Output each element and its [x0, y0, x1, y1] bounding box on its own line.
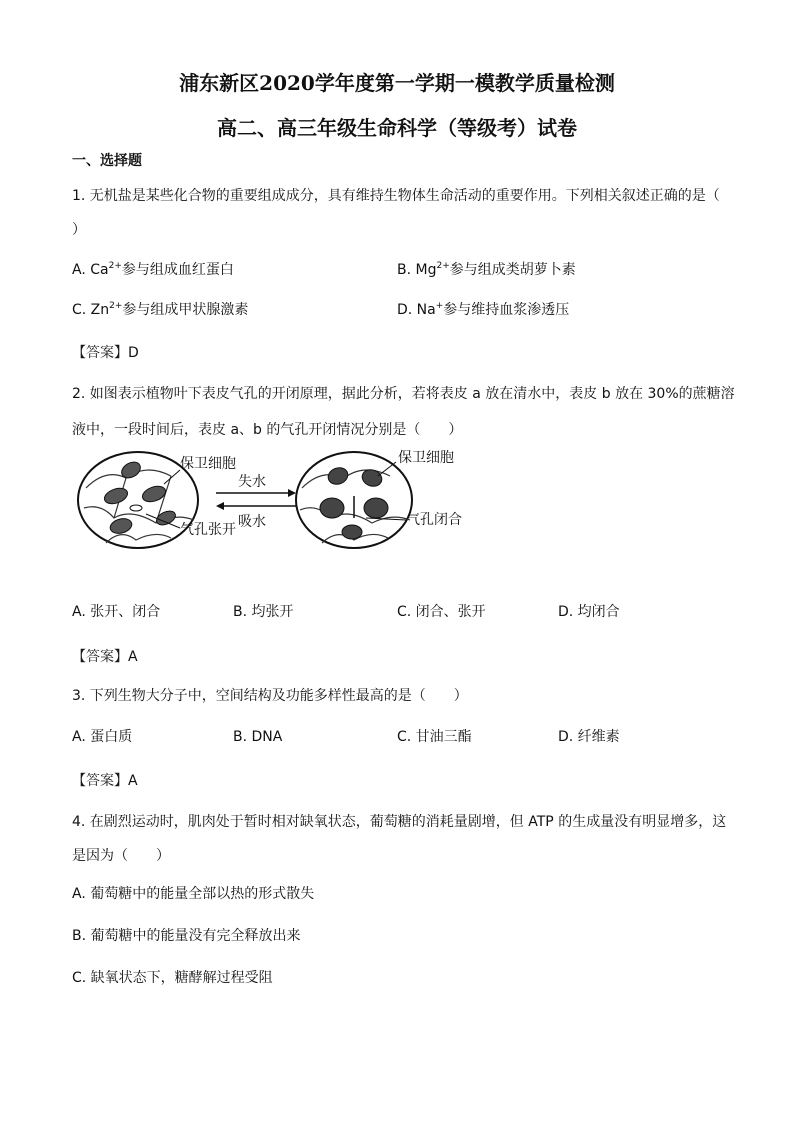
- closed-stoma-illustration: [296, 450, 462, 548]
- q2-stem-line1: 2. 如图表示植物叶下表皮气孔的开闭原理，据此分析，若将表皮 a 放在清水中，表皮 b 放在 30%的蔗糖溶: [72, 386, 735, 402]
- open-stoma-illustration: [78, 452, 236, 548]
- q2-option-c: C. 闭合、张开: [397, 604, 486, 620]
- q3-option-b: B. DNA: [233, 729, 283, 745]
- label-stoma-open: 气孔张开: [180, 522, 236, 538]
- q3-option-a: A. 蛋白质: [72, 729, 133, 745]
- label-lose-water: 失水: [238, 474, 266, 490]
- q4-option-a: A. 葡萄糖中的能量全部以热的形式散失: [72, 886, 315, 902]
- q1-option-a: A. $Ca^{2+}$参与组成血红蛋白: [72, 261, 234, 278]
- label-guard-cell-right: 保卫细胞: [398, 450, 454, 466]
- q3-answer: 【答案】A: [72, 773, 138, 789]
- label-stoma-closed: 气孔闭合: [406, 512, 462, 528]
- q1-option-d: D. Na+参与维持血浆渗透压: [397, 301, 570, 318]
- q4-option-c: C. 缺氧状态下，糖酵解过程受阻: [72, 970, 273, 986]
- q3-option-d: D. 纤维素: [558, 729, 620, 745]
- q1-option-b: B. $Mg^{2+}$参与组成类胡萝卜素: [397, 261, 576, 278]
- q2-option-d: D. 均闭合: [558, 604, 620, 620]
- q3-stem: 3. 下列生物大分子中，空间结构及功能多样性最高的是（ ）: [72, 688, 468, 704]
- label-absorb-water: 吸水: [238, 514, 266, 530]
- q1-stem-line2: ）: [72, 222, 86, 238]
- q1-option-c: C. $Zn^{2+}$参与组成甲状腺激素: [72, 301, 249, 318]
- label-guard-cell-left: 保卫细胞: [180, 456, 236, 472]
- q4-option-b: B. 葡萄糖中的能量没有完全释放出来: [72, 928, 301, 944]
- q1-answer: 【答案】D: [72, 345, 139, 361]
- q4-stem-line2: 是因为（ ）: [72, 848, 170, 864]
- q2-stem-line2: 液中，一段时间后，表皮 a、b 的气孔开闭情况分别是（ ）: [72, 422, 463, 438]
- section-heading: 一、选择题: [72, 153, 142, 169]
- q2-answer: 【答案】A: [72, 649, 138, 665]
- stomata-diagram: [76, 448, 476, 558]
- q1-stem-line1: 1. 无机盐是某些化合物的重要组成成分，具有维持生物体生命活动的重要作用。下列相关叙述正确的是（: [72, 188, 720, 204]
- exam-subtitle: 高二、高三年级生命科学（等级考）试卷: [217, 116, 577, 140]
- q2-option-a: A. 张开、闭合: [72, 604, 161, 620]
- exam-title: 浦东新区2020学年度第一学期一模教学质量检测: [179, 71, 615, 95]
- q3-option-c: C. 甘油三酯: [397, 729, 472, 745]
- q2-option-b: B. 均张开: [233, 604, 294, 620]
- q4-stem-line1: 4. 在剧烈运动时，肌肉处于暂时相对缺氧状态，葡萄糖的消耗量剧增，但 ATP 的生成量没有明显增多，这: [72, 814, 727, 830]
